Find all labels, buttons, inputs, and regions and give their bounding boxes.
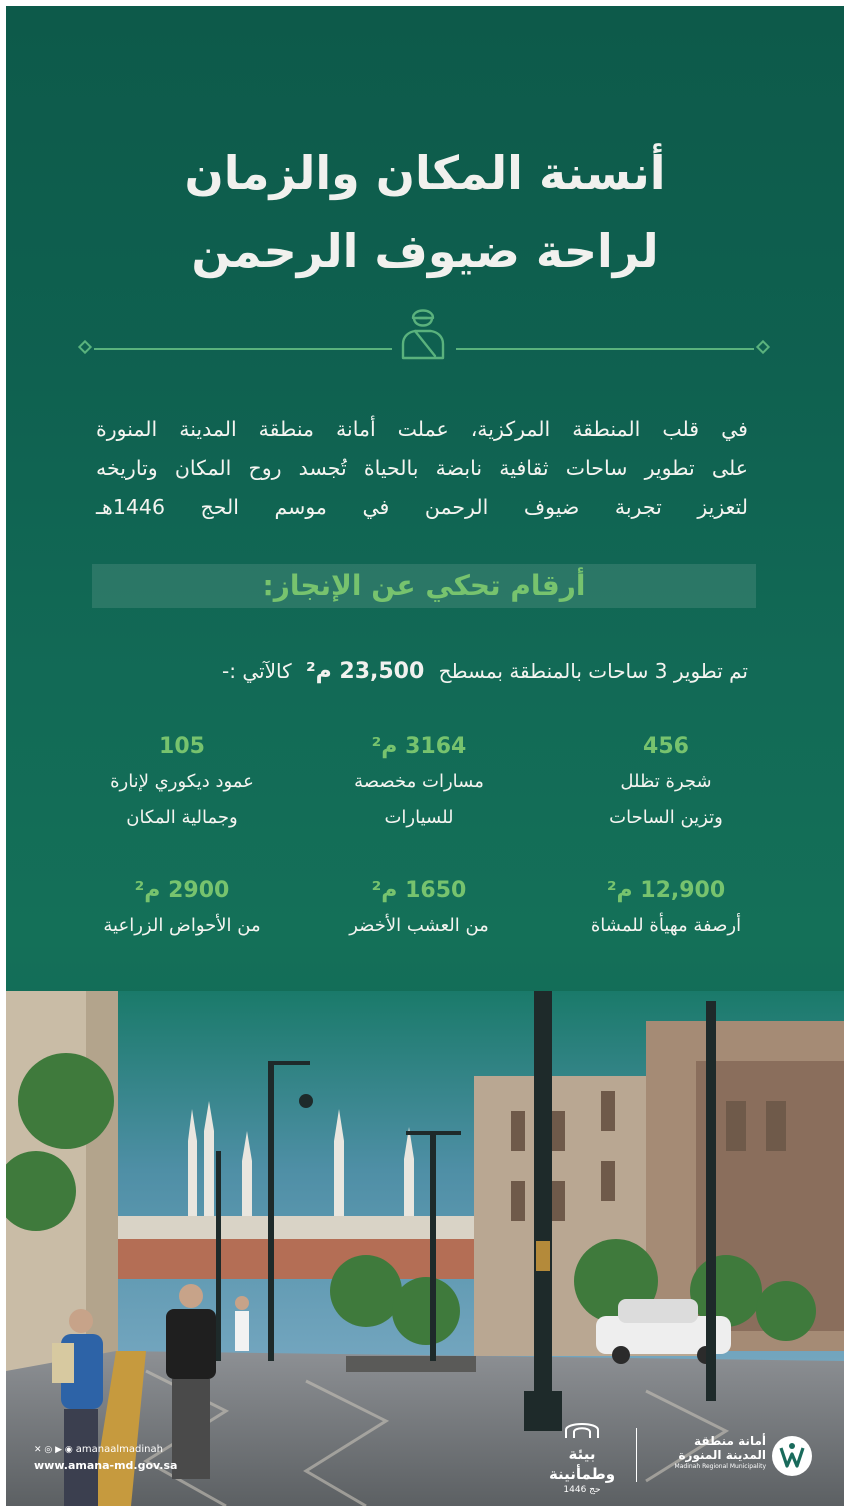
campaign-logo (540, 1420, 624, 1496)
main-title (6, 134, 844, 290)
campaign-name: بيئة وطمأنينة (548, 1445, 616, 1483)
stat-value: 1650 م² (371, 878, 467, 903)
intro-line-2: على تطوير ساحات ثقافية نابضة بالحياة تُجسد روح المكان وتاريخه (96, 456, 748, 480)
org-name-english: Madinah Regional Municipality (674, 1463, 766, 1470)
stat-value: 456 (643, 734, 689, 759)
social-icons: ✕ ◎ ▶ ◉ (34, 1445, 73, 1455)
stat-grass (309, 874, 529, 944)
org-name-line-1: أمانة منطقة (694, 1434, 766, 1448)
stat-value: 12,900 م² (606, 878, 726, 903)
org-name (646, 1434, 766, 1472)
summary-suffix: كالآتي :- (222, 659, 292, 683)
social-handle (34, 1442, 177, 1458)
footer-contacts (34, 1442, 177, 1474)
website-link[interactable]: www.amana-md.gov.sa (34, 1459, 178, 1472)
stat-label: وتزين الساحات (609, 807, 723, 828)
street-photo (6, 991, 844, 1506)
handle-text[interactable]: amanaalmadinah (75, 1444, 163, 1455)
stat-value: 3164 م² (371, 734, 467, 759)
summary-area: 23,500 م² (305, 659, 425, 684)
intro-paragraph (96, 410, 748, 527)
stat-label: من العشب الأخضر (349, 915, 489, 936)
summary-text: تم تطوير 3 ساحات بالمنطقة بمسطح (438, 659, 748, 683)
campaign-year: حج 1446 (563, 1485, 601, 1495)
summary-line (222, 654, 748, 689)
footer-separator (636, 1428, 637, 1482)
stat-planters (72, 874, 292, 944)
achievements-band (92, 564, 756, 608)
stat-label: أرصفة مهيأة للمشاة (590, 915, 742, 936)
stat-sidewalks (556, 874, 776, 944)
stat-lamp-posts (72, 730, 292, 836)
stat-label: وجمالية المكان (126, 807, 238, 828)
campaign-arch-icon (562, 1420, 602, 1440)
stat-label: عمود ديكوري لإنارة (110, 771, 254, 792)
stat-label: مسارات مخصصة (354, 771, 484, 792)
divider-right-line (456, 348, 754, 350)
title-line-2: لراحة ضيوف الرحمن (191, 224, 659, 278)
intro-line-1: في قلب المنطقة المركزية، عملت أمانة منطقة المدينة المنورة (96, 417, 748, 441)
stat-car-lanes (309, 730, 529, 836)
stat-value: 105 (159, 734, 205, 759)
municipality-logo-icon (770, 1434, 814, 1478)
intro-line-3: لتعزيز تجربة ضيوف الرحمن في موسم الحج 1446هـ (96, 495, 748, 519)
achievements-heading: أرقام تحكي عن الإنجاز: (262, 569, 586, 602)
stat-trees (556, 730, 776, 836)
stat-label: من الأحواض الزراعية (103, 915, 261, 936)
divider-left-diamond (78, 340, 92, 354)
stat-label: للسيارات (384, 807, 454, 828)
stat-value: 2900 م² (134, 878, 230, 903)
stat-label: شجرة تظلل (620, 771, 712, 792)
title-line-1: أنسنة المكان والزمان (184, 146, 666, 200)
divider-left-line (94, 348, 392, 350)
divider-right-diamond (756, 340, 770, 354)
pilgrim-person-icon (399, 298, 447, 362)
org-name-line-2: المدينة المنورة (678, 1448, 766, 1462)
infographic-card (6, 6, 844, 1506)
